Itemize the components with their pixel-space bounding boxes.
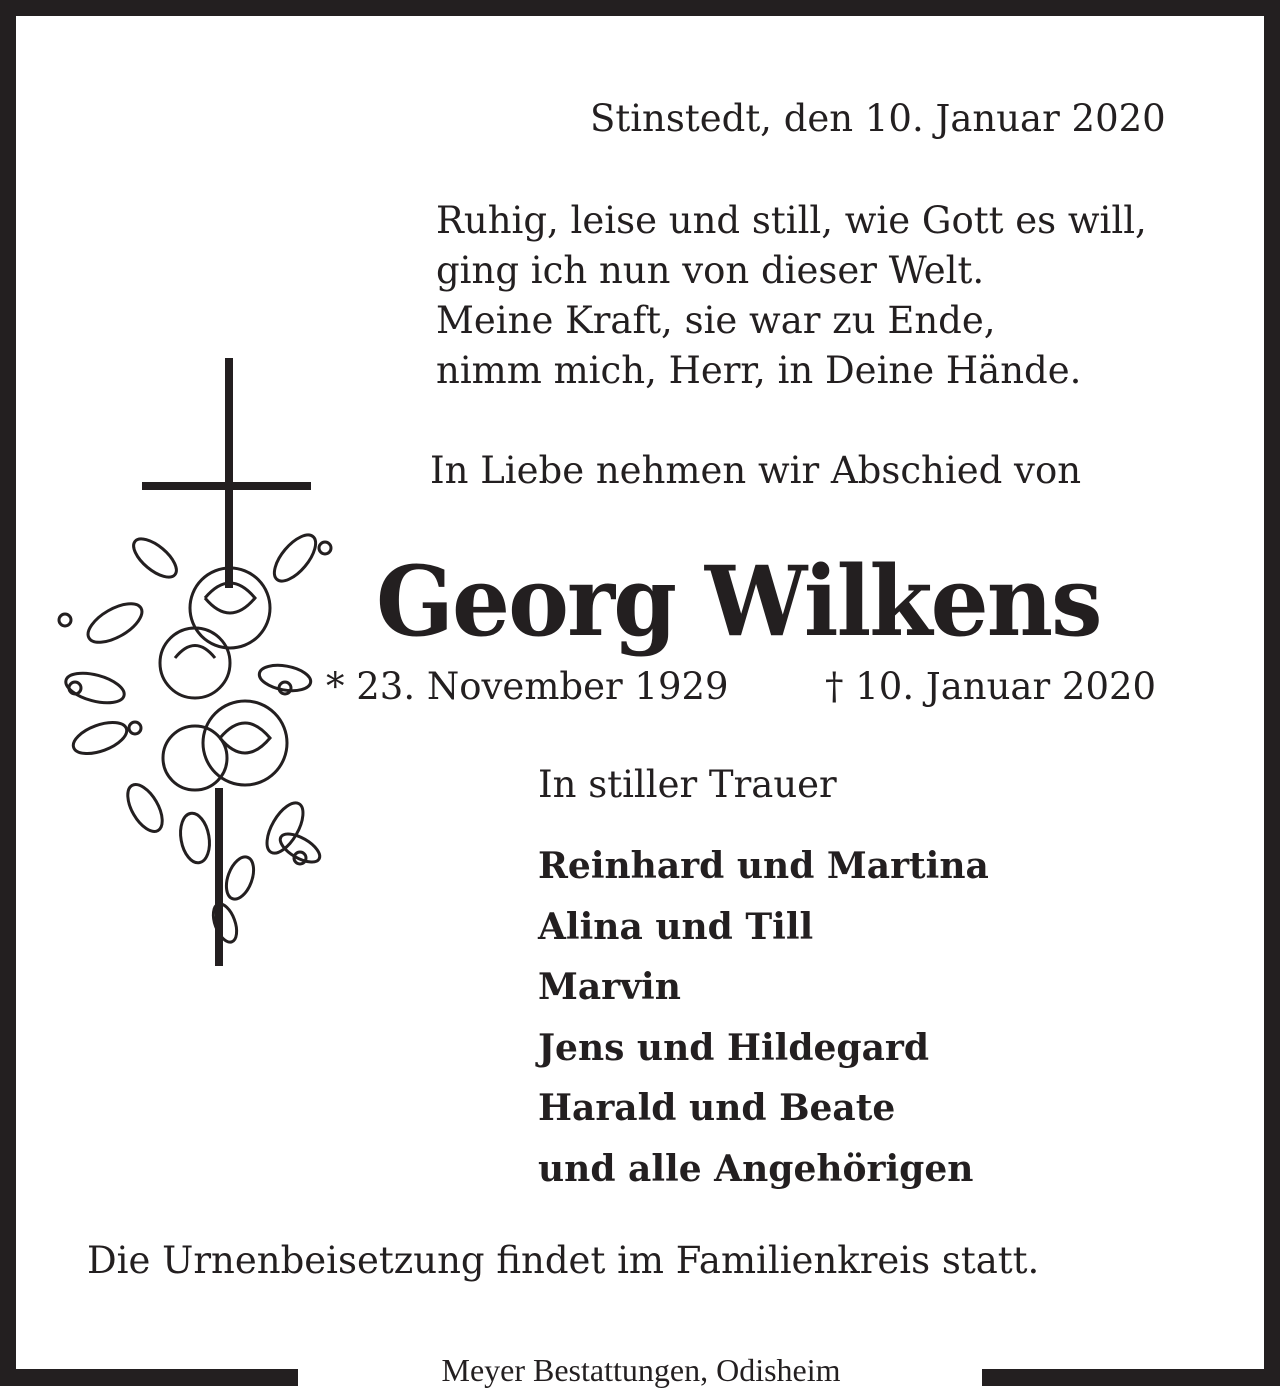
poem-line: nimm mich, Herr, in Deine Hände. bbox=[436, 349, 1082, 392]
border-top bbox=[0, 0, 1280, 16]
family-list bbox=[538, 836, 989, 1199]
family-member: Harald und Beate bbox=[538, 1087, 896, 1129]
poem-line: Meine Kraft, sie war zu Ende, bbox=[436, 299, 996, 342]
family-member: Alina und Till bbox=[538, 905, 814, 948]
poem-line: ging ich nun von dieser Welt. bbox=[436, 249, 985, 292]
border-bottom-left bbox=[0, 1369, 298, 1386]
place-date: Stinstedt, den 10. Januar 2020 bbox=[590, 97, 1166, 140]
border-right bbox=[1264, 0, 1280, 1386]
floral-cross-icon bbox=[45, 358, 355, 968]
mourning-line: In stiller Trauer bbox=[538, 763, 837, 806]
family-member: Reinhard und Martina bbox=[538, 845, 989, 887]
border-bottom-right bbox=[982, 1369, 1280, 1386]
border-left bbox=[0, 0, 16, 1386]
family-member: Marvin bbox=[538, 966, 681, 1008]
funeral-home: Meyer Bestattungen, Odisheim bbox=[441, 1352, 841, 1388]
birth-date: * 23. November 1929 bbox=[326, 665, 729, 708]
family-member: Jens und Hildegard bbox=[538, 1026, 930, 1069]
poem bbox=[436, 196, 1147, 396]
poem-line: Ruhig, leise und still, wie Gott es will, bbox=[436, 199, 1147, 242]
deceased-name: Georg Wilkens bbox=[376, 545, 1101, 658]
family-member: und alle Angehörigen bbox=[538, 1147, 974, 1190]
burial-note: Die Urnenbeisetzung findet im Familienkreis statt. bbox=[87, 1239, 1040, 1282]
intro-text: In Liebe nehmen wir Abschied von bbox=[430, 449, 1082, 492]
death-date: † 10. Januar 2020 bbox=[825, 665, 1157, 708]
